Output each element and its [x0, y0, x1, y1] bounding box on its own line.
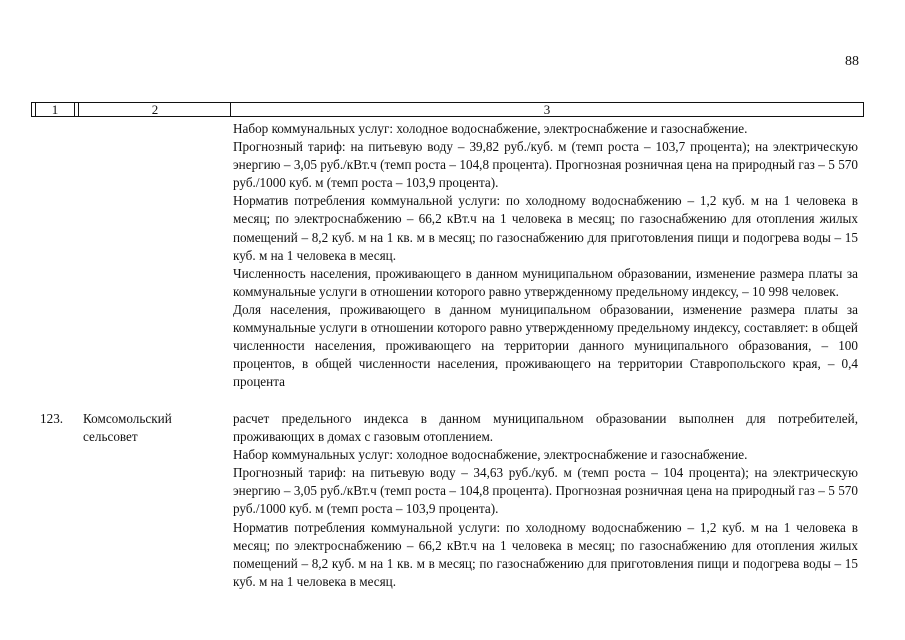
- row-number: 123.: [40, 411, 64, 426]
- paragraph-tariff: Прогнозный тариф: на питьевую воду – 34,63 руб./куб. м (темп роста – 104 процента); на электрическую энергию – 3,05 руб./кВт.ч (темп роста – 104,8 процента). Прогнозная розничная цена на природный газ – 5 570 руб./1000 куб. м (темп роста – 103,9 процента).: [233, 465, 858, 517]
- municipality-name: Комсомольский сельсовет: [83, 411, 172, 445]
- page-number: 88: [845, 54, 859, 69]
- paragraph-norms: Норматив потребления коммунальной услуги: по холодному водоснабжению – 1,2 куб. м на 1 человека в месяц; по электроснабжению – 66,2 кВт.ч на 1 человека в месяц; по газоснабжению для отопления жилых помещений – 8,2 куб. м на 1 кв. м в месяц; по газоснабжению для приготовления пищи и подогрева воды – 15 куб. м на 1 человека в месяц.: [233, 193, 858, 263]
- table-header-row: [31, 102, 864, 117]
- paragraph-tariff: Прогнозный тариф: на питьевую воду – 39,82 руб./куб. м (темп роста – 103,7 процента); на электрическую энергию – 3,05 руб./кВт.ч (темп роста – 104,8 процента). Прогнозная розничная цена на природный газ – 5 570 руб./1000 куб. м (темп роста – 103,9 процента).: [233, 139, 858, 191]
- header-col-1: 1: [51, 102, 59, 117]
- paragraph-services: Набор коммунальных услуг: холодное водоснабжение, электроснабжение и газоснабжение.: [233, 121, 748, 136]
- paragraph-share: Доля населения, проживающего в данном муниципальном образовании, изменение размера платы за коммунальные услуги в отношении которого равно утвержденному предельному индексу, составляет: в общей численности населения, проживающего на территории данного муниципального образования, – 100 процентов, в общей численности населения, проживающего на территории Ставропольского края, – 0,4 процента: [233, 301, 858, 390]
- header-col-2: 2: [78, 103, 231, 116]
- continued-row-description: [233, 120, 858, 391]
- paragraph-calculation: расчет предельного индекса в данном муниципальном образовании выполнен для потребителей, проживающих в домах с газовым отоплением.: [233, 411, 858, 445]
- paragraph-population: Численность населения, проживающего в данном муниципальном образовании, изменение размера платы за коммунальные услуги в отношении которого равно утвержденному предельному индексу, – 10 998 человек.: [233, 265, 858, 299]
- header-col-3: 3: [230, 103, 863, 116]
- paragraph-norms: Норматив потребления коммунальной услуги: по холодному водоснабжению – 1,2 куб. м на 1 человека в месяц; по электроснабжению – 66,2 кВт.ч на 1 человека в месяц; по газоснабжению для отопления жилых помещений – 8,2 куб. м на 1 кв. м в месяц; по газоснабжению для приготовления пищи и подогрева воды – 15 куб. м на 1 человека в месяц.: [233, 519, 858, 589]
- paragraph-services: Набор коммунальных услуг: холодное водоснабжение, электроснабжение и газоснабжение.: [233, 447, 748, 463]
- row-123-description: [233, 410, 858, 591]
